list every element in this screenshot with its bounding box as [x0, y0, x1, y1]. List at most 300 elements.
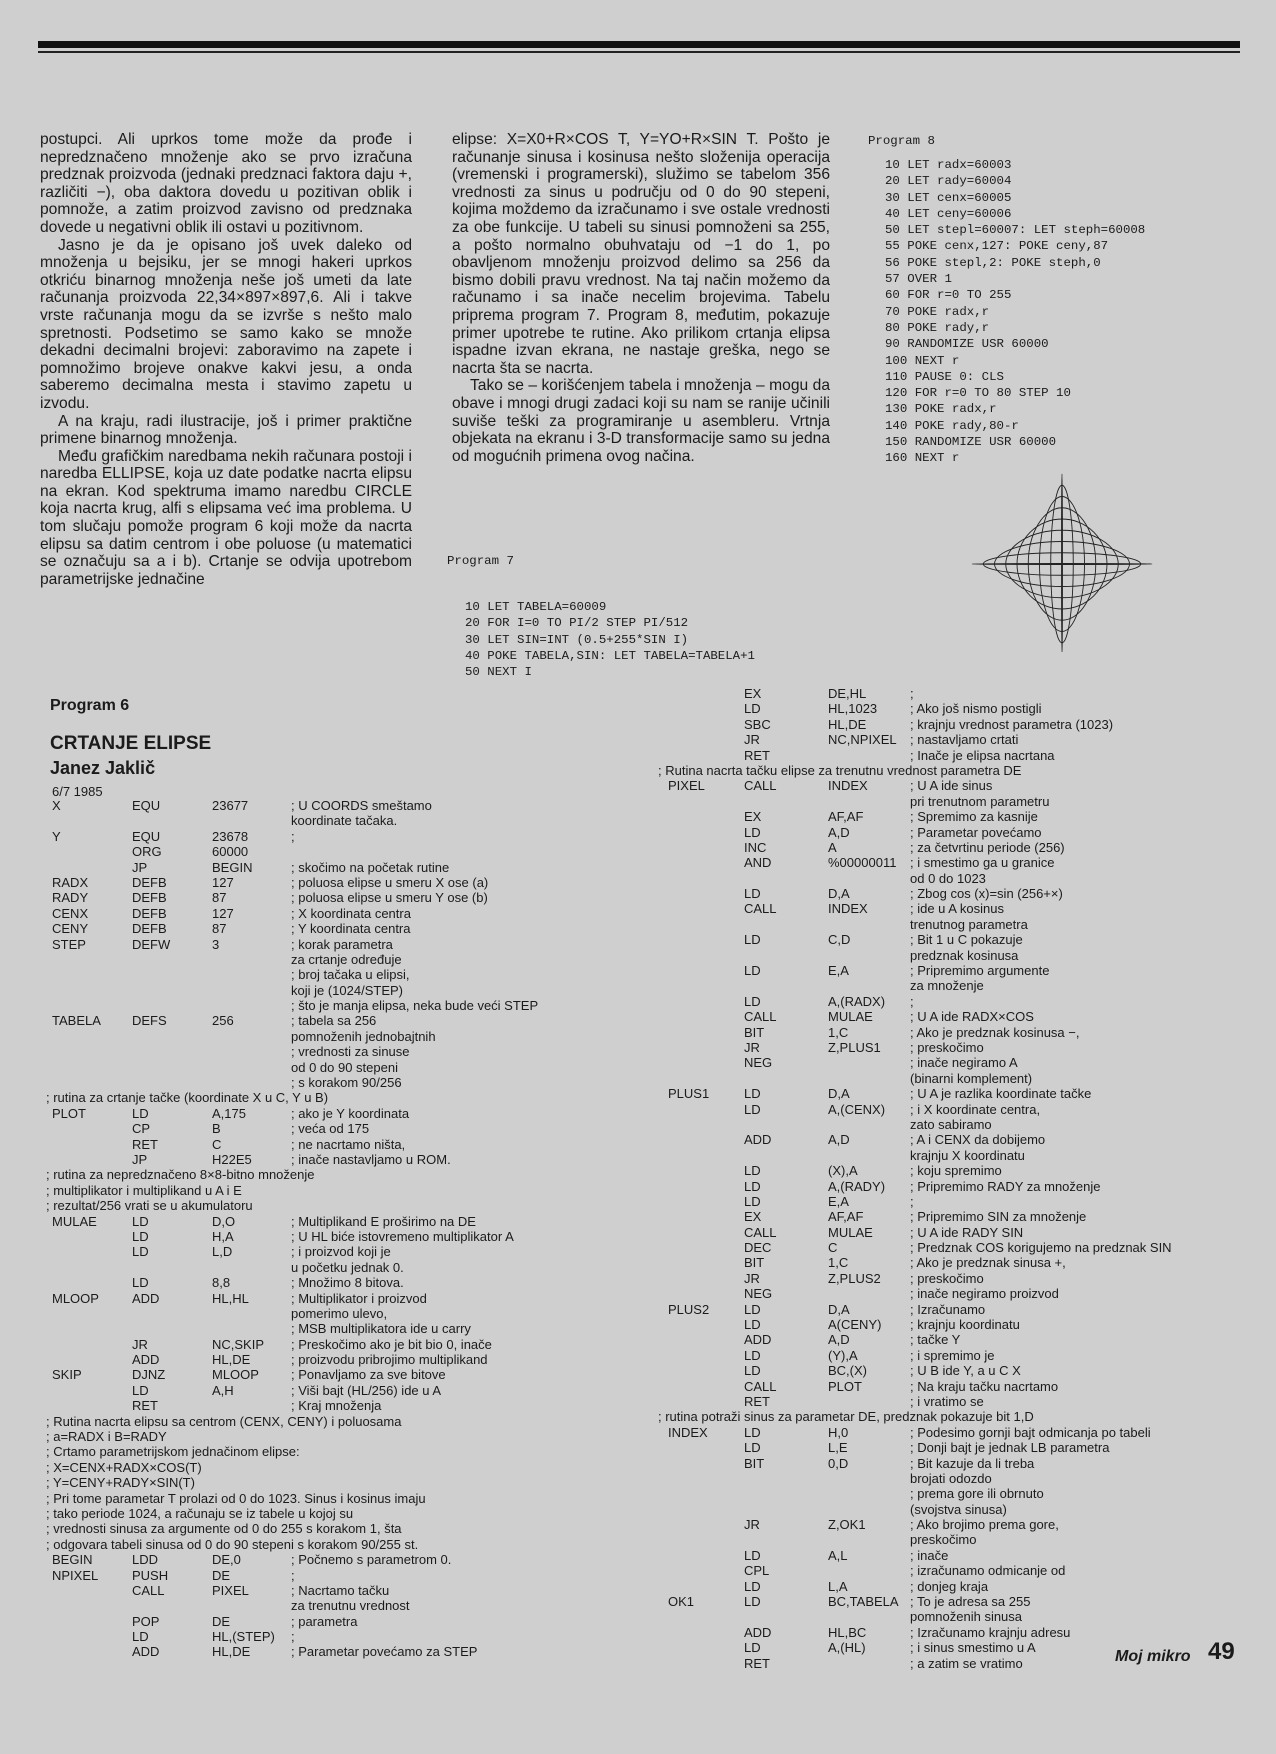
asm-operand: 1,C	[828, 1255, 849, 1271]
asm-comment: od 0 do 90 stepeni	[291, 1059, 398, 1075]
asm-opcode: AND	[744, 855, 772, 871]
asm-comment: ; tačke Y	[910, 1332, 961, 1348]
asm-comment: ; ako je Y koordinata	[291, 1105, 410, 1121]
asm-operand: HL,1023	[828, 701, 878, 717]
paragraph: A na kraju, radi ilustracije, još i primer praktične primene binarnog množenja.	[40, 412, 412, 448]
asm-row	[664, 794, 1244, 809]
asm-row	[658, 762, 1244, 778]
asm-row	[46, 1490, 612, 1506]
asm-row	[46, 1413, 612, 1429]
code-line: 80 POKE rady,r	[885, 320, 990, 335]
asm-comment: ; Ako još nismo postigli	[910, 701, 1042, 717]
magazine-name: Moj mikro	[1115, 1648, 1191, 1665]
asm-row	[664, 1502, 1244, 1517]
program-8-listing	[885, 157, 1145, 467]
code-line: 110 PAUSE 0: CLS	[885, 369, 1004, 384]
code-line: 10 LET radx=60003	[885, 158, 1012, 172]
asm-row	[664, 1271, 1244, 1286]
asm-operand: A,(CENX)	[828, 1101, 886, 1117]
asm-comment: ; vrednosti za sinuse	[291, 1044, 410, 1060]
asm-row	[664, 778, 1244, 793]
asm-operand: A	[828, 839, 837, 855]
asm-operand: DE,HL	[828, 686, 867, 701]
asm-opcode: EX	[744, 686, 762, 701]
asm-operand: 60000	[212, 844, 249, 860]
program-8-label: Program 8	[868, 134, 935, 148]
asm-opcode: SBC	[744, 716, 771, 732]
asm-opcode: EX	[744, 809, 762, 825]
asm-comment: ; prema gore ili obrnuto	[910, 1486, 1044, 1502]
code-line: 50 LET stepl=60007: LET steph=60008	[885, 223, 1146, 238]
asm-row	[52, 1383, 612, 1398]
asm-row	[664, 1363, 1244, 1378]
asm-comment: krajnju X koordinatu	[910, 1147, 1025, 1163]
asm-row	[664, 732, 1244, 747]
asm-comment: ; U A ide RADX×COS	[910, 1009, 1034, 1025]
asm-operand: AF,AF	[828, 1209, 864, 1225]
asm-operand: BC,TABELA	[828, 1594, 899, 1610]
asm-row	[664, 1286, 1244, 1301]
asm-comment: ; Multiplikator i proizvod	[291, 1290, 427, 1306]
asm-operand: BEGIN	[212, 859, 253, 875]
asm-comment: ; krajnju koordinatu	[910, 1317, 1020, 1333]
asm-row	[664, 1394, 1244, 1409]
asm-row	[52, 1106, 612, 1121]
asm-label: ; tako periode 1024, a računaju se iz tabele u kojoj su	[46, 1505, 354, 1521]
ellipse-curve	[1017, 519, 1107, 609]
asm-listing-right	[658, 686, 1244, 1671]
asm-operand: C	[212, 1136, 222, 1152]
code-line: 70 POKE radx,r	[885, 304, 990, 319]
asm-row	[664, 994, 1244, 1009]
asm-label: TABELA	[52, 1013, 101, 1029]
asm-comment: ; U A ide sinus	[910, 778, 993, 794]
asm-row	[52, 967, 612, 982]
asm-comment: ; a zatim se vratimo	[910, 1655, 1023, 1671]
asm-opcode: LD	[744, 1101, 761, 1117]
asm-row	[664, 1025, 1244, 1040]
asm-opcode: CPL	[744, 1563, 770, 1579]
asm-opcode: LD	[744, 886, 761, 902]
asm-opcode: LD	[744, 993, 761, 1009]
asm-comment: ; Y koordinata centra	[291, 921, 411, 937]
asm-opcode: CALL	[744, 901, 777, 917]
asm-label: Y	[52, 828, 61, 844]
asm-operand: DE	[212, 1567, 231, 1583]
asm-opcode: LD	[744, 1193, 761, 1209]
code-line: 30 LET SIN=INT (0.5+255*SIN I)	[465, 632, 689, 647]
asm-row	[46, 1475, 612, 1491]
asm-row	[52, 875, 612, 890]
code-line: 130 POKE radx,r	[885, 402, 997, 417]
asm-opcode: DEFB	[132, 874, 167, 890]
asm-row	[664, 871, 1244, 886]
asm-row	[664, 948, 1244, 963]
code-line: 100 NEXT r	[885, 353, 960, 368]
code-line: 150 RANDOMIZE USR 60000	[885, 435, 1057, 450]
asm-operand: C,D	[828, 932, 851, 948]
asm-comment: pomnoženih jednobajtnih	[291, 1028, 436, 1044]
asm-operand: D,A	[828, 886, 850, 902]
paragraph: postupci. Ali uprkos tome može da prođe i nepredznačeno množenje ako se prvo izračuna predznak proizvoda (jednaki predznaci faktora daju +, različiti −), oba daktora dovedu u pozitivan oblik i pomnože, a zatim proizvod zavisno od predznaka dovede u negativni oblik ili ostavi u pozitivnom.	[40, 131, 412, 236]
code-line: 90 RANDOMIZE USR 60000	[885, 337, 1049, 352]
asm-opcode: POP	[132, 1613, 160, 1629]
asm-label: MULAE	[52, 1213, 97, 1229]
code-line: 10 LET TABELA=60009	[465, 600, 607, 614]
code-line: 50 NEXT I	[465, 665, 532, 680]
asm-comment: ; Množimo 8 bitova.	[291, 1275, 404, 1291]
asm-comment: ; Ponavljamo za sve bitove	[291, 1367, 446, 1383]
asm-comment: ; Počnemo s parametrom 0.	[291, 1552, 452, 1568]
asm-opcode: DEFB	[132, 905, 167, 921]
asm-comment: ; Preskočimo ako je bit bio 0, inače	[291, 1336, 492, 1352]
asm-opcode: DJNZ	[132, 1367, 166, 1383]
asm-comment: pomnoženih sinusa	[910, 1609, 1023, 1625]
asm-row	[664, 1486, 1244, 1501]
asm-comment: ; Na kraju tačku nacrtamo	[910, 1378, 1059, 1394]
asm-row	[664, 1240, 1244, 1255]
program-6-label: Program 6	[50, 697, 130, 714]
asm-comment: ; Zbog cos (x)=sin (256+×)	[910, 886, 1063, 902]
asm-row	[658, 1409, 1244, 1425]
asm-row	[664, 1255, 1244, 1270]
asm-operand: A,(RADY)	[828, 1178, 886, 1194]
asm-operand: (Y),A	[828, 1347, 858, 1363]
asm-row	[52, 1352, 612, 1367]
asm-operand: NC,SKIP	[212, 1336, 265, 1352]
asm-opcode: LD	[744, 932, 761, 948]
asm-row	[664, 1102, 1244, 1117]
asm-opcode: DEFW	[132, 936, 171, 952]
asm-comment: ; Predznak COS korigujemo na predznak SIN	[910, 1240, 1172, 1256]
asm-row	[664, 1302, 1244, 1317]
asm-label: X	[52, 798, 61, 813]
asm-comment: ;	[291, 1629, 295, 1645]
asm-operand: AF,AF	[828, 809, 864, 825]
asm-row	[52, 1629, 612, 1644]
asm-label: BEGIN	[52, 1552, 93, 1568]
program-7-listing	[465, 599, 755, 680]
asm-row	[664, 886, 1244, 901]
asm-comment: za trenutnu vrednost	[291, 1598, 410, 1614]
asm-comment: (binarni komplement)	[910, 1070, 1033, 1086]
code-line: 120 FOR r=0 TO 80 STEP 10	[885, 386, 1071, 401]
asm-row	[664, 1425, 1244, 1440]
asm-opcode: LD	[744, 963, 761, 979]
asm-opcode: LD	[744, 701, 761, 717]
asm-label: ; rutina za nepredznačeno 8×8-bitno množenje	[46, 1167, 315, 1183]
asm-comment: ; MSB multiplikatora ide u carry	[291, 1321, 471, 1337]
asm-operand: C	[828, 1240, 838, 1256]
asm-comment: (svojstva sinusa)	[910, 1501, 1007, 1517]
asm-comment: ; skočimo na početak rutine	[291, 859, 450, 875]
asm-row	[664, 1163, 1244, 1178]
asm-comment: ; tabela sa 256	[291, 1013, 377, 1029]
asm-comment: koordinate tačaka.	[291, 813, 398, 829]
asm-comment: ; Pripremimo RADY za množenje	[910, 1178, 1101, 1194]
asm-operand: DE	[212, 1613, 231, 1629]
asm-row	[46, 1198, 612, 1214]
asm-label: OK1	[668, 1594, 695, 1610]
asm-comment: ; Multiplikand E proširimo na DE	[291, 1213, 476, 1229]
program-6-author: Janez Jaklič	[50, 758, 156, 778]
asm-comment: brojati odozdo	[910, 1470, 992, 1486]
code-line: 57 OVER 1	[885, 272, 952, 287]
asm-comment: ; X koordinata centra	[291, 905, 411, 921]
asm-opcode: LD	[744, 1301, 761, 1317]
asm-row	[664, 1579, 1244, 1594]
asm-row	[664, 932, 1244, 947]
asm-row	[664, 701, 1244, 716]
asm-operand: HL,DE	[212, 1352, 251, 1368]
asm-label: STEP	[52, 936, 86, 952]
asm-row	[664, 1040, 1244, 1055]
asm-opcode: DEFB	[132, 921, 167, 937]
asm-comment: ; s korakom 90/256	[291, 1075, 402, 1091]
asm-operand: 127	[212, 874, 234, 890]
asm-comment: ; Spremimo za kasnije	[910, 809, 1038, 825]
asm-comment: ; U B ide Y, a u C X	[910, 1363, 1021, 1379]
asm-operand: 87	[212, 921, 227, 937]
asm-opcode: LD	[744, 1578, 761, 1594]
asm-opcode: ADD	[132, 1352, 160, 1368]
asm-row	[664, 1532, 1244, 1547]
asm-operand: A(CENY)	[828, 1317, 882, 1333]
asm-row	[664, 717, 1244, 732]
asm-operand: PIXEL	[212, 1582, 249, 1598]
asm-row	[664, 809, 1244, 824]
asm-row	[664, 1609, 1244, 1624]
asm-row	[52, 921, 612, 936]
asm-comment: ; ne nacrtamo ništa,	[291, 1136, 406, 1152]
asm-label: ; Rutina nacrta tačku elipse za trenutnu vrednost parametra DE	[658, 762, 1022, 778]
asm-row	[664, 1471, 1244, 1486]
asm-row	[664, 901, 1244, 916]
asm-row	[52, 1598, 612, 1613]
code-line: 55 POKE cenx,127: POKE ceny,87	[885, 239, 1109, 254]
asm-operand: A,D	[828, 1132, 850, 1148]
asm-operand: D,A	[828, 1086, 850, 1102]
asm-comment: ; Ako je predznak sinusa +,	[910, 1255, 1066, 1271]
asm-row	[664, 1625, 1244, 1640]
asm-row	[52, 1306, 612, 1321]
asm-operand: 256	[212, 1013, 234, 1029]
asm-opcode: ADD	[744, 1332, 772, 1348]
asm-row	[52, 798, 612, 813]
asm-opcode: DEFB	[132, 890, 167, 906]
asm-comment: ; Izračunamo krajnju adresu	[910, 1624, 1071, 1640]
asm-comment: ; parametra	[291, 1613, 358, 1629]
asm-opcode: JR	[744, 732, 760, 748]
asm-opcode: CALL	[744, 778, 777, 794]
asm-operand: D,A	[828, 1301, 850, 1317]
asm-comment: od 0 do 1023	[910, 870, 986, 886]
asm-comment: ; ide u A kosinus	[910, 901, 1004, 917]
asm-comment: ;	[910, 993, 914, 1009]
asm-opcode: LD	[132, 1382, 149, 1398]
asm-opcode: NEG	[744, 1286, 773, 1302]
asm-row	[664, 1009, 1244, 1024]
paragraph: Tako se – korišćenjem tabela i množenja – mogu da obave i mnogi drugi zadaci koji su nam se ranije učinili suviše teški za programiranje u asembleru. Vrtnja objekata na ekranu i 3-D transformacije samo su jedna od mogućnih primena ovog načina.	[452, 377, 830, 465]
asm-row	[664, 686, 1244, 701]
asm-row	[52, 1583, 612, 1598]
asm-row	[52, 1152, 612, 1167]
asm-opcode: LD	[744, 1086, 761, 1102]
asm-operand: H,0	[828, 1424, 849, 1440]
asm-operand: 127	[212, 905, 234, 921]
asm-opcode: CALL	[744, 1378, 777, 1394]
asm-comment: ; veća od 175	[291, 1121, 370, 1137]
asm-label: ; Y=CENY+RADY×SIN(T)	[46, 1475, 195, 1491]
asm-comment: ; Kraj množenja	[291, 1398, 382, 1414]
asm-opcode: LD	[744, 1440, 761, 1456]
asm-label: ; rutina potraži sinus za parametar DE, predznak pokazuje bit 1,D	[658, 1409, 1034, 1425]
asm-comment: za množenje	[910, 978, 984, 994]
asm-operand: L,A	[828, 1578, 848, 1594]
asm-row	[664, 840, 1244, 855]
asm-comment: ; koju spremimo	[910, 1163, 1002, 1179]
asm-row	[664, 1594, 1244, 1609]
asm-comment: ; Nacrtamo tačku	[291, 1582, 390, 1598]
asm-comment: ; izračunamo odmicanje od	[910, 1563, 1066, 1579]
asm-row	[52, 1060, 612, 1075]
asm-comment: ; U HL biće istovremeno multiplikator A	[291, 1228, 514, 1244]
asm-label: ; a=RADX i B=RADY	[46, 1429, 167, 1445]
asm-comment: ; Parametar povećamo	[910, 824, 1042, 840]
asm-operand: 23677	[212, 798, 249, 813]
asm-comment: u početku jednak 0.	[291, 1259, 404, 1275]
column-2-text	[452, 131, 830, 465]
asm-comment: ;	[291, 828, 295, 844]
asm-row	[664, 1209, 1244, 1224]
asm-label: ; odgovara tabeli sinusa od 0 do 90 stepeni s korakom 90/255 st.	[46, 1536, 419, 1552]
asm-operand: D,O	[212, 1213, 236, 1229]
asm-row	[52, 1552, 612, 1567]
asm-row	[52, 1229, 612, 1244]
asm-comment: ; Ako je predznak kosinusa −,	[910, 1024, 1080, 1040]
code-line: 20 FOR I=0 TO PI/2 STEP PI/512	[465, 616, 689, 631]
asm-opcode: NEG	[744, 1055, 773, 1071]
asm-operand: MLOOP	[212, 1367, 259, 1383]
asm-row	[52, 1121, 612, 1136]
asm-label: CENX	[52, 905, 89, 921]
asm-row	[52, 1568, 612, 1583]
asm-opcode: ADD	[744, 1624, 772, 1640]
asm-row	[52, 1321, 612, 1336]
asm-row	[52, 1367, 612, 1382]
asm-row	[52, 829, 612, 844]
asm-row	[52, 906, 612, 921]
asm-opcode: LD	[744, 824, 761, 840]
code-line: 20 LET rady=60004	[885, 174, 1012, 189]
asm-opcode: CP	[132, 1121, 151, 1137]
asm-operand: A,H	[212, 1382, 234, 1398]
asm-comment: ; preskočimo	[910, 1270, 984, 1286]
asm-operand: HL,BC	[828, 1624, 867, 1640]
asm-row	[46, 1536, 612, 1552]
asm-operand: DE,0	[212, 1552, 241, 1568]
asm-opcode: BIT	[744, 1455, 765, 1471]
asm-row	[46, 1090, 612, 1106]
asm-opcode: JR	[132, 1336, 148, 1352]
asm-label: ; vrednosti sinusa za argumente od 0 do 255 s korakom 1, šta	[46, 1521, 402, 1537]
code-line: 60 FOR r=0 TO 255	[885, 288, 1012, 303]
asm-comment: ; i spremimo je	[910, 1347, 995, 1363]
asm-opcode: RET	[744, 1393, 770, 1409]
asm-operand: %00000011	[828, 855, 897, 871]
asm-opcode: JR	[744, 1270, 760, 1286]
asm-row	[664, 855, 1244, 870]
paragraph: Jasno je da je opisano još uvek daleko od množenja u bejsiku, jer se mnogi hakeri uprkos otkriću binarnog množenja neše još umeti da late računanja proizvoda 22,34×897×897,6. Ali i takve vrste računanja mogu da se izvrše s nešto malo spretnosti. Podsetimo se samo kako se množe dekadni decimalni brojevi: zaboravimo na zapete i pomnožimo brojeve onakve kakvi jesu, a onda saberemo decimalna mesta i stavimo zapetu u izvodu.	[40, 236, 412, 412]
asm-row	[46, 1505, 612, 1521]
asm-row	[664, 1179, 1244, 1194]
asm-operand: HL,(STEP)	[212, 1629, 275, 1645]
asm-label: ; X=CENX+RADX×COS(T)	[46, 1459, 202, 1475]
asm-label: ; Rutina nacrta elipsu sa centrom (CENX, CENY) i poluosama	[46, 1413, 402, 1429]
asm-opcode: LD	[132, 1244, 149, 1260]
asm-opcode: RET	[744, 1655, 770, 1671]
asm-comment: ; preskočimo	[910, 1039, 984, 1055]
asm-label: ; rezultat/256 vrati se u akumulatoru	[46, 1198, 253, 1214]
asm-row	[52, 1275, 612, 1290]
asm-comment: ; inače	[910, 1547, 949, 1563]
asm-comment: ; Inače je elipsa nacrtana	[910, 747, 1055, 763]
asm-comment: ; krajnju vrednost parametra (1023)	[910, 716, 1114, 732]
asm-label: INDEX	[668, 1424, 708, 1440]
asm-row	[664, 1332, 1244, 1347]
asm-comment: predznak kosinusa	[910, 947, 1019, 963]
asm-row	[46, 1444, 612, 1460]
asm-row	[664, 1117, 1244, 1132]
asm-comment: ; inače negiramo A	[910, 1055, 1018, 1071]
asm-row	[664, 1317, 1244, 1332]
asm-operand: BC,(X)	[828, 1363, 867, 1379]
asm-opcode: LD	[744, 1640, 761, 1656]
ellipse-curve	[1062, 474, 1063, 652]
asm-operand: MULAE	[828, 1009, 873, 1025]
asm-label: PLUS1	[668, 1086, 710, 1102]
asm-opcode: LD	[132, 1213, 149, 1229]
asm-row	[46, 1182, 612, 1198]
asm-row	[52, 1137, 612, 1152]
asm-row	[664, 748, 1244, 763]
asm-row	[46, 1167, 612, 1183]
asm-opcode: PUSH	[132, 1567, 169, 1583]
code-line: 40 POKE TABELA,SIN: LET TABELA=TABELA+1	[465, 648, 755, 663]
asm-comment: ; Izračunamo	[910, 1301, 986, 1317]
asm-opcode: RET	[132, 1136, 158, 1152]
asm-row	[664, 1440, 1244, 1455]
ellipse-curve	[1006, 530, 1119, 598]
asm-opcode: LD	[744, 1594, 761, 1610]
asm-operand: A,D	[828, 1332, 850, 1348]
asm-comment: ; inače negiramo proizvod	[910, 1286, 1059, 1302]
program-6-date: 6/7 1985	[52, 784, 103, 799]
asm-label: CENY	[52, 921, 89, 937]
asm-opcode: RET	[132, 1398, 158, 1414]
code-line: 140 POKE rady,80-r	[885, 418, 1019, 433]
asm-opcode: JP	[132, 859, 148, 875]
asm-opcode: JP	[132, 1151, 148, 1167]
asm-row	[52, 1244, 612, 1259]
asm-row	[52, 1075, 612, 1090]
asm-opcode: DEFS	[132, 1013, 167, 1029]
asm-comment: ;	[291, 1567, 295, 1583]
asm-opcode: ORG	[132, 844, 162, 860]
asm-opcode: LD	[132, 1228, 149, 1244]
asm-comment: ;	[910, 1193, 914, 1209]
asm-opcode: EQU	[132, 828, 161, 844]
